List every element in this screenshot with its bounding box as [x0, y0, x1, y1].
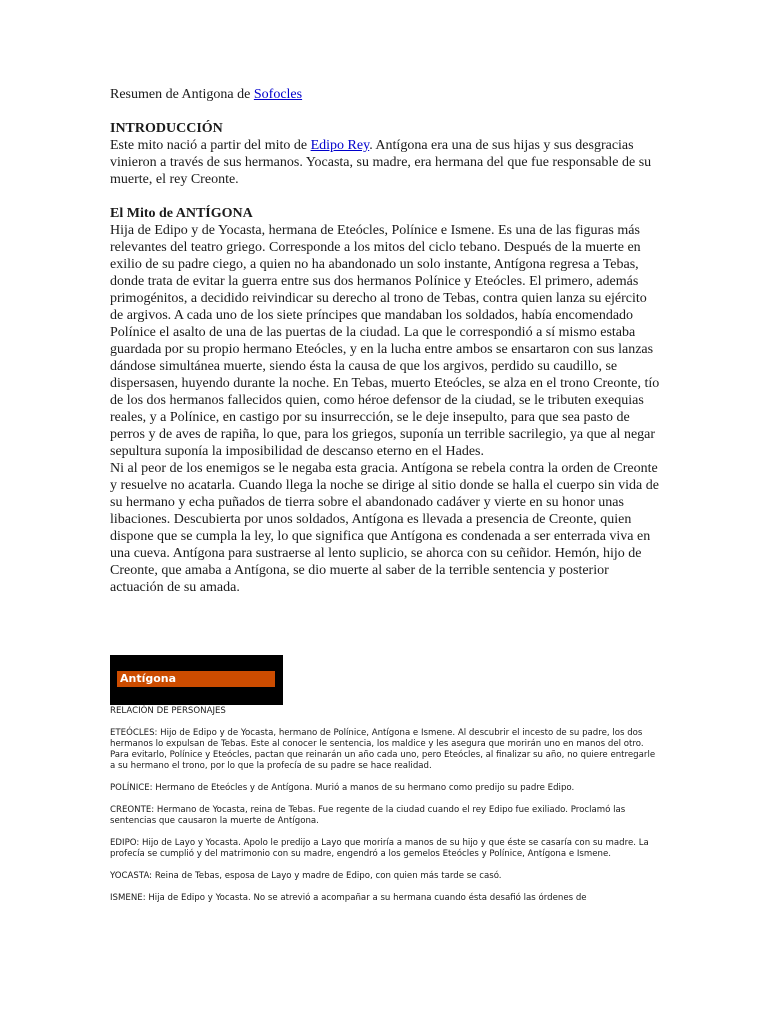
mito-paragraph-2: Ni al peor de los enemigos se le negaba esta gracia. Antígona se rebela contra la orden de Creonte y resuelve no acatarla. Cuando llega la noche se dirige al sitio donde se halla el cuerpo sin vida de su hermano y echa puñados de tierra sobre el abandonado cadáver y vierte en su honor unas libaciones. Descubierta por unos soldados, Antígona es llevada a presencia de Creonte, quien dispone que se cumpla la ley, lo que significa que Antígona es condenada a ser enterrada viva en una cueva. Antígona para sustraerse al lento suplicio, se ahorca con su ceñidor. Hemón, hijo de Creonte, que amaba a Antígona, se dio muerte al saber de la terrible sentencia y posterior actuación de su amada.: [110, 461, 659, 595]
intro-text-after-link: . Antígona era una de sus hijas y sus desgracias vinieron a través de sus hermanos. Yocasta, su madre, era hermana del que fue responsable de su muerte, el rey Creonte.: [110, 138, 652, 187]
intro-text-before-link: Este mito nació a partir del mito de: [110, 138, 311, 153]
introduction-paragraph: [110, 137, 660, 188]
introduction-section: [110, 120, 660, 188]
document-title: [110, 86, 302, 103]
antigona-banner: [110, 655, 283, 705]
character-entry-creonte: CREONTE: Hermano de Yocasta, reina de Tebas. Fue regente de la ciudad cuando el rey Edipo fue exiliado. Proclamó las sentencias que causaron la muerte de Antígona.: [110, 805, 626, 826]
character-entry-edipo: EDIPO: Hijo de Layo y Yocasta. Apolo le predijo a Layo que moriría a manos de su hijo y que éste se casaría con su madre. La profecía se cumplió y del matrimonio con su madre, engendró a los gemelos Eteócles y Polínice, Antígona e Ismene.: [110, 838, 649, 859]
relacion-heading: RELACIÓN DE PERSONAJES: [110, 706, 226, 716]
title-prefix: Resumen de Antigona de: [110, 87, 254, 102]
character-entry-yocasta: YOCASTA: Reina de Tebas, esposa de Layo y madre de Edipo, con quien más tarde se casó.: [110, 871, 502, 881]
introduction-heading: INTRODUCCIÓN: [110, 121, 223, 136]
mito-paragraph-1: Hija de Edipo y de Yocasta, hermana de Eteócles, Polínice e Ismene. Es una de las figuras más relevantes del teatro griego. Corresponde a los mitos del ciclo tebano. Después de la muerte en exilio de su padre ciego, a quien no ha abandonado un solo instante, Antígona regresa a Tebas, donde trata de evitar la guerra entre sus dos hermanos Polínice y Eteócles. El primero, además primogénitos, a decidido reivindicar su derecho al trono de Tebas, contra quien lanza su ejército de argivos. A cada uno de los siete príncipes que mandaban los soldados, había encomendado Polínice el asalto de una de las puertas de la ciudad. La que le correspondió a sí mismo estaba guardada por su propio hermano Eteócles, y en la lucha entre ambos se ensartaron con sus lanzas dándose simultánea muerte, siendo ésta la causa de que los argivos, perdido su caudillo, se dispersasen, huyendo durante la noche. En Tebas, muerto Eteócles, se alza en el trono Creonte, tío de los dos hermanos fallecidos quien, como héroe defensor de la ciudad, se le tributen exequias reales, y a Polínice, en castigo por su insurrección, se le deje insepulto, para que sea pasto de perros y de aves de rapiña, lo que, para los griegos, suponía un terrible sacrilegio, ya que al negar sepultura suponía la imposibilidad de descanso eterno en el Hades.: [110, 223, 660, 459]
character-entry-eteocles: ETEÓCLES: Hijo de Edipo y de Yocasta, hermano de Polínice, Antígona e Ismene. Al descubrir el incesto de su padre, los dos hermanos lo expulsan de Tebas. Este al conocer le sentencia, los maldice y les asegura que morirán uno en manos del otro. Para evitarlo, Polínice y Eteócles, pactan que reinarán un año cada uno, pero Eteócles, al finalizar su año, no quiere entregarle a su hermano el trono, por lo que la profecía de su padre se hace realidad.: [110, 728, 656, 771]
mito-heading: El Mito de ANTÍGONA: [110, 206, 253, 221]
edipo-rey-link[interactable]: Edipo Rey: [310, 138, 370, 153]
mito-section: [110, 205, 660, 596]
antigona-banner-label: Antígona: [117, 671, 275, 687]
sofocles-link[interactable]: Sofocles: [253, 87, 303, 102]
character-entry-polinice: POLÍNICE: Hermano de Eteócles y de Antígona. Murió a manos de su hermano como predijo su padre Edipo.: [110, 783, 575, 793]
character-entry-ismene: ISMENE: Hija de Edipo y Yocasta. No se atrevió a acompañar a su hermana cuando ésta desafió las órdenes de: [110, 893, 587, 903]
relacion-personajes-section: [110, 706, 662, 915]
